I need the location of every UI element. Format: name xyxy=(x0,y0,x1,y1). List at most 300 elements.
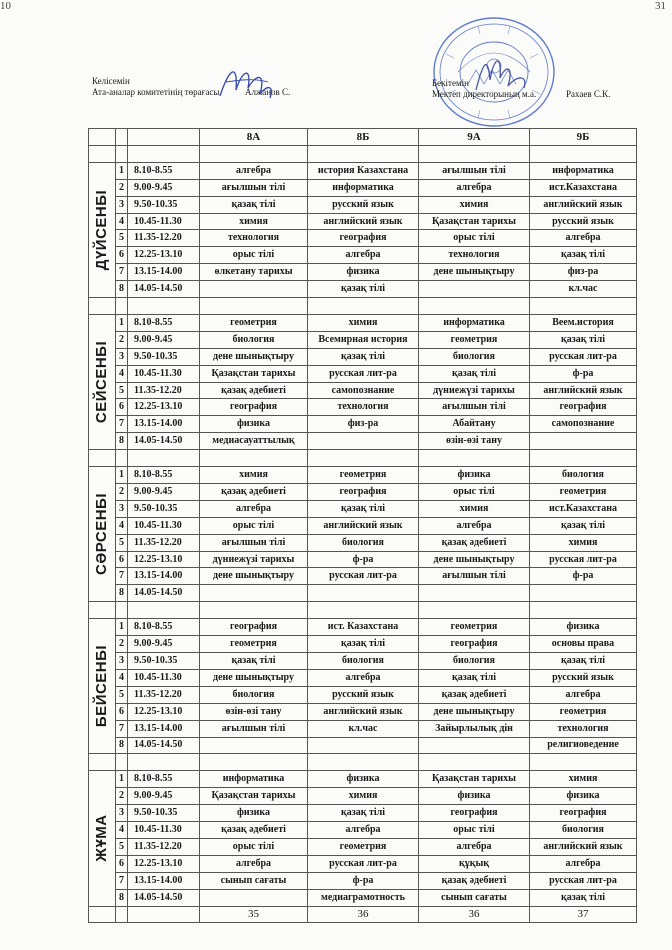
subject-cell: алгебра xyxy=(308,669,419,686)
total-hours: 36 xyxy=(308,906,419,923)
subject-cell: химия xyxy=(308,788,419,805)
empty-cell xyxy=(419,145,530,162)
lesson-time: 13.15-14.00 xyxy=(128,872,200,889)
table-row xyxy=(89,467,637,484)
table-row xyxy=(89,416,637,433)
lesson-number: 8 xyxy=(116,585,128,602)
subject-cell: физика xyxy=(419,467,530,484)
lesson-number: 4 xyxy=(116,365,128,382)
total-hours: 36 xyxy=(419,906,530,923)
empty-cell xyxy=(116,450,128,467)
subject-cell: Всемирная история xyxy=(308,331,419,348)
subject-cell: религиоведение xyxy=(530,737,637,754)
subject-cell: английский язык xyxy=(308,517,419,534)
subject-cell xyxy=(308,585,419,602)
table-row xyxy=(89,213,637,230)
day-name-cell xyxy=(89,771,116,906)
class-header: 9Б xyxy=(530,129,637,146)
empty-cell xyxy=(530,145,637,162)
class-header: 9А xyxy=(419,129,530,146)
subject-cell: информатика xyxy=(308,179,419,196)
subject-cell: орыс тілі xyxy=(419,230,530,247)
lesson-number: 5 xyxy=(116,382,128,399)
subject-cell: геометрия xyxy=(200,636,308,653)
subject-cell: технология xyxy=(308,399,419,416)
empty-cell xyxy=(128,754,200,771)
lesson-time: 8.10-8.55 xyxy=(128,162,200,179)
subject-cell: химия xyxy=(308,315,419,332)
lesson-time: 8.10-8.55 xyxy=(128,771,200,788)
lesson-time: 11.35-12.20 xyxy=(128,534,200,551)
subject-cell: өзін-өзі тану xyxy=(419,433,530,450)
lesson-number: 1 xyxy=(116,315,128,332)
lesson-time: 9.00-9.45 xyxy=(128,179,200,196)
subject-cell: физика xyxy=(530,619,637,636)
empty-cell xyxy=(308,754,419,771)
table-row xyxy=(89,484,637,501)
day-name: СӘРСЕНБІ xyxy=(93,493,110,576)
empty-cell xyxy=(530,754,637,771)
subject-cell: Зайырлылық дін xyxy=(419,720,530,737)
empty-cell xyxy=(128,906,200,923)
empty-cell xyxy=(128,450,200,467)
table-row xyxy=(89,788,637,805)
lesson-time: 9.50-10.35 xyxy=(128,653,200,670)
lesson-number: 8 xyxy=(116,737,128,754)
subject-cell: английский язык xyxy=(308,213,419,230)
subject-cell: қазақ тілі xyxy=(308,636,419,653)
subject-cell: русская лит-ра xyxy=(308,855,419,872)
table-row xyxy=(89,196,637,213)
lesson-time: 9.50-10.35 xyxy=(128,805,200,822)
empty-cell xyxy=(89,906,116,923)
lesson-number: 7 xyxy=(116,568,128,585)
lesson-number: 7 xyxy=(116,720,128,737)
lesson-number: 2 xyxy=(116,179,128,196)
subject-cell: русская лит-ра xyxy=(308,365,419,382)
subject-cell: дене шынықтыру xyxy=(419,703,530,720)
lesson-number: 4 xyxy=(116,669,128,686)
subject-cell: қазақ әдебиеті xyxy=(419,686,530,703)
table-row xyxy=(89,585,637,602)
subject-cell: геометрия xyxy=(419,619,530,636)
table-row xyxy=(89,551,637,568)
table-row xyxy=(89,433,637,450)
lesson-time: 14.05-14.50 xyxy=(128,433,200,450)
subject-cell: қазақ тілі xyxy=(308,281,419,298)
lesson-time: 14.05-14.50 xyxy=(128,889,200,906)
table-row xyxy=(89,636,637,653)
subject-cell: химия xyxy=(200,467,308,484)
approve-label: Бекітемін xyxy=(432,78,469,88)
subject-cell xyxy=(200,281,308,298)
empty-cell xyxy=(128,298,200,315)
subject-cell: физика xyxy=(530,788,637,805)
lesson-time: 12.25-13.10 xyxy=(128,399,200,416)
separator-row xyxy=(89,450,637,467)
lesson-time: 9.00-9.45 xyxy=(128,484,200,501)
subject-cell: русская лит-ра xyxy=(530,551,637,568)
subject-cell: информатика xyxy=(530,162,637,179)
subject-cell: Қазақстан тарихы xyxy=(419,213,530,230)
table-row xyxy=(89,179,637,196)
empty-cell xyxy=(116,906,128,923)
subject-cell xyxy=(200,737,308,754)
lesson-number: 5 xyxy=(116,230,128,247)
subject-cell: самопознание xyxy=(530,416,637,433)
subject-cell xyxy=(419,737,530,754)
subject-cell: физика xyxy=(200,416,308,433)
subject-cell: құқық xyxy=(419,855,530,872)
subject-cell: алгебра xyxy=(530,686,637,703)
subject-cell: ф-ра xyxy=(530,568,637,585)
subject-cell: қазақ тілі xyxy=(530,517,637,534)
empty-cell xyxy=(89,298,116,315)
table-row xyxy=(89,517,637,534)
subject-cell: қазақ тілі xyxy=(530,331,637,348)
subject-cell: қазақ тілі xyxy=(419,365,530,382)
subject-cell: химия xyxy=(419,196,530,213)
lesson-number: 7 xyxy=(116,872,128,889)
lesson-time: 10.45-11.30 xyxy=(128,517,200,534)
subject-cell: биология xyxy=(419,653,530,670)
subject-cell: информатика xyxy=(200,771,308,788)
subject-cell: алгебра xyxy=(530,855,637,872)
subject-cell: ист.Казахстана xyxy=(530,500,637,517)
subject-cell: дене шынықтыру xyxy=(419,551,530,568)
lesson-number: 1 xyxy=(116,771,128,788)
table-row xyxy=(89,568,637,585)
subject-cell: алгебра xyxy=(530,230,637,247)
table-row xyxy=(89,669,637,686)
lesson-time: 13.15-14.00 xyxy=(128,568,200,585)
subject-cell: русский язык xyxy=(530,669,637,686)
subject-cell: алгебра xyxy=(308,247,419,264)
subject-cell: география xyxy=(200,619,308,636)
agree-label: Келісемін xyxy=(92,76,130,86)
table-row xyxy=(89,399,637,416)
subject-cell: география xyxy=(200,399,308,416)
empty-cell xyxy=(116,298,128,315)
subject-cell: ағылшын тілі xyxy=(200,720,308,737)
subject-cell: история Казахстана xyxy=(308,162,419,179)
subject-cell: технология xyxy=(200,230,308,247)
subject-cell: сынып сағаты xyxy=(419,889,530,906)
class-header: 8А xyxy=(200,129,308,146)
table-row xyxy=(89,365,637,382)
subject-cell: русский язык xyxy=(530,213,637,230)
lesson-time: 9.50-10.35 xyxy=(128,196,200,213)
subject-cell xyxy=(419,281,530,298)
lesson-number: 5 xyxy=(116,686,128,703)
subject-cell: орыс тілі xyxy=(419,484,530,501)
subject-cell: физ-ра xyxy=(308,416,419,433)
subject-cell: сынып сағаты xyxy=(200,872,308,889)
empty-cell xyxy=(200,754,308,771)
subject-cell: физ-ра xyxy=(530,264,637,281)
table-row xyxy=(89,534,637,551)
subject-cell xyxy=(200,585,308,602)
lesson-time: 13.15-14.00 xyxy=(128,264,200,281)
subject-cell: химия xyxy=(530,771,637,788)
parent-committee-name: Алжанов С. xyxy=(245,87,291,97)
subject-cell: алгебра xyxy=(419,517,530,534)
lesson-time: 12.25-13.10 xyxy=(128,703,200,720)
table-row xyxy=(89,771,637,788)
subject-cell: қазақ әдебиеті xyxy=(419,534,530,551)
director-name: Рахаев С.К. xyxy=(566,89,611,99)
empty-cell xyxy=(128,602,200,619)
lesson-number: 6 xyxy=(116,247,128,264)
subject-cell: биология xyxy=(530,467,637,484)
subject-cell: дене шынықтыру xyxy=(419,264,530,281)
class-header: 8Б xyxy=(308,129,419,146)
subject-cell: Қазақстан тарихы xyxy=(200,365,308,382)
lesson-time: 11.35-12.20 xyxy=(128,838,200,855)
director-label: Мектеп директорының м.а. xyxy=(432,89,537,99)
lesson-time: 14.05-14.50 xyxy=(128,281,200,298)
subject-cell: информатика xyxy=(419,315,530,332)
subject-cell: ист.Казахстана xyxy=(530,179,637,196)
subject-cell: геометрия xyxy=(308,467,419,484)
table-row xyxy=(89,838,637,855)
lesson-number: 6 xyxy=(116,855,128,872)
subject-cell xyxy=(530,585,637,602)
table-row xyxy=(89,230,637,247)
subject-cell: география xyxy=(419,636,530,653)
subject-cell: основы права xyxy=(530,636,637,653)
subject-cell: қазақ тілі xyxy=(200,196,308,213)
lesson-number: 8 xyxy=(116,889,128,906)
lesson-number: 7 xyxy=(116,416,128,433)
subject-cell: орыс тілі xyxy=(200,517,308,534)
subject-cell: қазақ тілі xyxy=(530,889,637,906)
table-row xyxy=(89,872,637,889)
subject-cell: самопознание xyxy=(308,382,419,399)
subject-cell: дүниежүзі тарихы xyxy=(200,551,308,568)
lesson-number: 1 xyxy=(116,467,128,484)
separator-row xyxy=(89,145,637,162)
table-row xyxy=(89,822,637,839)
lesson-time: 12.25-13.10 xyxy=(128,247,200,264)
lesson-number: 2 xyxy=(116,788,128,805)
lesson-time: 8.10-8.55 xyxy=(128,467,200,484)
empty-cell xyxy=(419,602,530,619)
lesson-time: 9.00-9.45 xyxy=(128,788,200,805)
schedule-table xyxy=(88,128,637,923)
lesson-number: 1 xyxy=(116,162,128,179)
lesson-number: 3 xyxy=(116,500,128,517)
lesson-number: 1 xyxy=(116,619,128,636)
subject-cell: Веем.история xyxy=(530,315,637,332)
empty-cell xyxy=(530,298,637,315)
lesson-number: 4 xyxy=(116,517,128,534)
subject-cell: Абайтану xyxy=(419,416,530,433)
subject-cell: қазақ тілі xyxy=(419,669,530,686)
subject-cell: медиасауаттылық xyxy=(200,433,308,450)
table-row xyxy=(89,889,637,906)
separator-row xyxy=(89,754,637,771)
empty-cell xyxy=(89,602,116,619)
subject-cell: алгебра xyxy=(419,838,530,855)
subject-cell: ағылшын тілі xyxy=(200,534,308,551)
subject-cell: медиаграмотность xyxy=(308,889,419,906)
empty-cell xyxy=(530,450,637,467)
subject-cell: алгебра xyxy=(419,179,530,196)
subject-cell: кл.час xyxy=(530,281,637,298)
subject-cell: русская лит-ра xyxy=(308,568,419,585)
table-row xyxy=(89,805,637,822)
empty-cell xyxy=(419,298,530,315)
day-name-cell xyxy=(89,619,116,754)
subject-cell: қазақ тілі xyxy=(200,653,308,670)
lesson-number: 6 xyxy=(116,399,128,416)
empty-cell xyxy=(308,145,419,162)
subject-cell: ағылшын тілі xyxy=(200,179,308,196)
subject-cell: қазақ әдебиеті xyxy=(200,382,308,399)
lesson-number: 8 xyxy=(116,281,128,298)
table-row xyxy=(89,686,637,703)
lesson-number: 3 xyxy=(116,348,128,365)
lesson-number: 7 xyxy=(116,264,128,281)
subject-cell: география xyxy=(419,805,530,822)
subject-cell xyxy=(308,737,419,754)
total-hours: 35 xyxy=(200,906,308,923)
lesson-time: 12.25-13.10 xyxy=(128,551,200,568)
subject-cell xyxy=(530,433,637,450)
empty-cell xyxy=(128,145,200,162)
subject-cell: география xyxy=(308,484,419,501)
lesson-number: 4 xyxy=(116,822,128,839)
empty-cell xyxy=(200,602,308,619)
page-mark-left: 10 xyxy=(0,0,11,12)
empty-cell xyxy=(89,145,116,162)
subject-cell: русский язык xyxy=(308,686,419,703)
lesson-time: 9.50-10.35 xyxy=(128,348,200,365)
lesson-number: 6 xyxy=(116,551,128,568)
lesson-number: 3 xyxy=(116,653,128,670)
empty-cell xyxy=(116,145,128,162)
subject-cell: орыс тілі xyxy=(200,838,308,855)
day-name: ДҮЙСЕНБІ xyxy=(93,189,110,271)
empty-cell xyxy=(116,602,128,619)
day-name-cell xyxy=(89,315,116,450)
table-row xyxy=(89,382,637,399)
subject-cell: английский язык xyxy=(530,838,637,855)
total-hours: 37 xyxy=(530,906,637,923)
subject-cell: қазақ әдебиеті xyxy=(200,822,308,839)
totals-row xyxy=(89,906,637,923)
lesson-number: 2 xyxy=(116,331,128,348)
table-row xyxy=(89,315,637,332)
subject-cell: Қазақстан тарихы xyxy=(200,788,308,805)
subject-cell: география xyxy=(530,805,637,822)
lesson-time: 14.05-14.50 xyxy=(128,737,200,754)
table-row xyxy=(89,720,637,737)
empty-cell xyxy=(116,754,128,771)
empty-cell xyxy=(200,450,308,467)
subject-cell: Қазақстан тарихы xyxy=(419,771,530,788)
subject-cell: химия xyxy=(419,500,530,517)
subject-cell: алгебра xyxy=(200,855,308,872)
empty-cell xyxy=(530,602,637,619)
subject-cell: өзін-өзі тану xyxy=(200,703,308,720)
lesson-time: 9.00-9.45 xyxy=(128,331,200,348)
subject-cell: геометрия xyxy=(530,703,637,720)
subject-cell xyxy=(419,585,530,602)
subject-cell: дене шынықтыру xyxy=(200,348,308,365)
subject-cell xyxy=(200,889,308,906)
lesson-time: 8.10-8.55 xyxy=(128,619,200,636)
subject-cell: өлкетану тарихы xyxy=(200,264,308,281)
lesson-time: 12.25-13.10 xyxy=(128,855,200,872)
subject-cell: ф-ра xyxy=(308,872,419,889)
subject-cell: геометрия xyxy=(308,838,419,855)
empty-cell xyxy=(200,298,308,315)
subject-cell: қазақ тілі xyxy=(308,348,419,365)
lesson-number: 6 xyxy=(116,703,128,720)
subject-cell: геометрия xyxy=(200,315,308,332)
subject-cell: русский язык xyxy=(308,196,419,213)
table-row xyxy=(89,348,637,365)
parent-committee-label: Ата-аналар комитетінің төрағасы xyxy=(92,87,220,97)
subject-cell: алгебра xyxy=(200,500,308,517)
lesson-time: 10.45-11.30 xyxy=(128,213,200,230)
subject-cell: қазақ тілі xyxy=(308,500,419,517)
empty-cell xyxy=(308,450,419,467)
schedule-body xyxy=(89,145,637,923)
table-row xyxy=(89,500,637,517)
table-row xyxy=(89,331,637,348)
subject-cell: дене шынықтыру xyxy=(200,669,308,686)
lesson-number: 4 xyxy=(116,213,128,230)
lesson-number: 3 xyxy=(116,805,128,822)
subject-cell: ф-ра xyxy=(530,365,637,382)
subject-cell: география xyxy=(530,399,637,416)
subject-cell: физика xyxy=(308,771,419,788)
subject-cell: биология xyxy=(419,348,530,365)
lesson-time: 11.35-12.20 xyxy=(128,686,200,703)
subject-cell: ағылшын тілі xyxy=(419,568,530,585)
approval-left xyxy=(92,76,291,98)
subject-cell: қазақ әдебиеті xyxy=(200,484,308,501)
subject-cell: орыс тілі xyxy=(419,822,530,839)
subject-cell: химия xyxy=(200,213,308,230)
subject-cell: биология xyxy=(530,822,637,839)
lesson-time: 10.45-11.30 xyxy=(128,365,200,382)
empty-cell xyxy=(419,450,530,467)
subject-cell: геометрия xyxy=(530,484,637,501)
table-row xyxy=(89,737,637,754)
subject-cell: қазақ тілі xyxy=(530,247,637,264)
subject-cell: қазақ тілі xyxy=(308,805,419,822)
lesson-number: 2 xyxy=(116,484,128,501)
empty-cell xyxy=(89,450,116,467)
signature-left xyxy=(216,60,276,102)
lesson-time: 9.50-10.35 xyxy=(128,500,200,517)
subject-cell: биология xyxy=(308,653,419,670)
subject-cell xyxy=(308,433,419,450)
separator-row xyxy=(89,298,637,315)
subject-cell: английский язык xyxy=(308,703,419,720)
subject-cell: алгебра xyxy=(308,822,419,839)
subject-cell: биология xyxy=(200,331,308,348)
approval-right xyxy=(432,78,611,100)
table-row xyxy=(89,703,637,720)
day-name-cell xyxy=(89,467,116,602)
separator-row xyxy=(89,602,637,619)
table-row xyxy=(89,855,637,872)
